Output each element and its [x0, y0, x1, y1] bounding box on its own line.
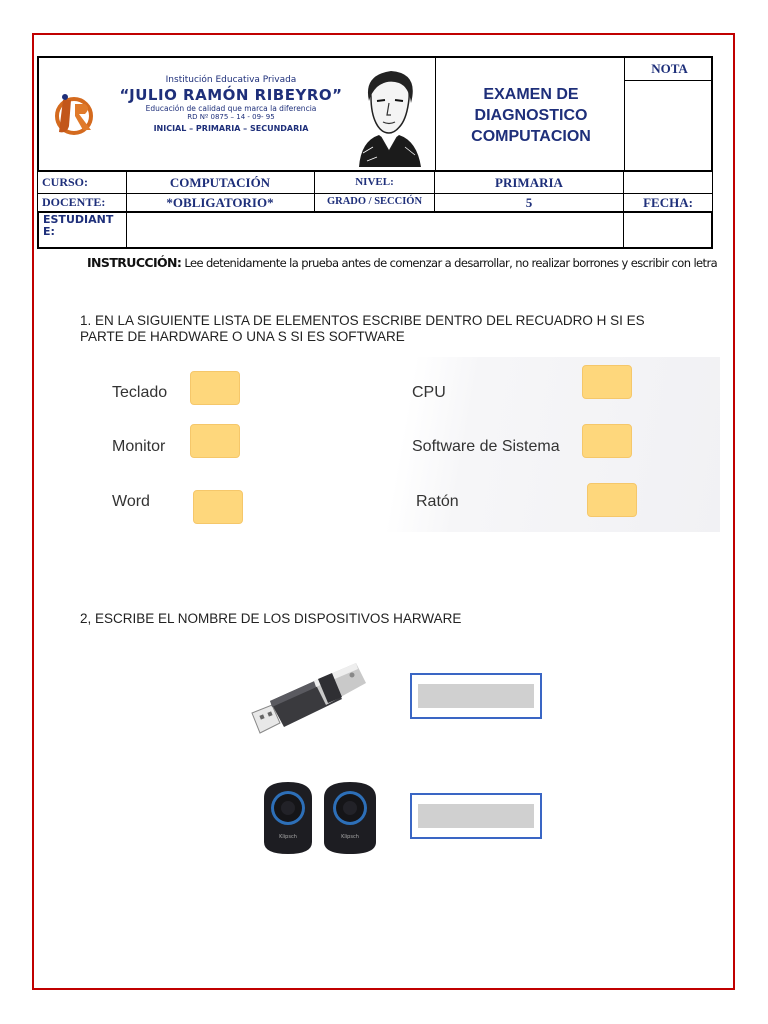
estudiante-label: [43, 214, 113, 238]
answer-box-raton[interactable]: [587, 483, 637, 517]
estudiante-label-line1: ESTUDIANT: [43, 213, 114, 226]
item-label-teclado: Teclado: [112, 384, 168, 401]
nota-label: NOTA: [651, 61, 688, 76]
school-text: [107, 75, 355, 133]
school-type: Institución Educativa Privada: [165, 75, 297, 85]
estudiante-label-line2: E:: [43, 225, 55, 238]
question-2: 2, ESCRIBE EL NOMBRE DE LOS DISPOSITIVOS HARWARE: [80, 611, 462, 626]
exam-header: [37, 56, 713, 249]
instruction: [87, 255, 737, 270]
docente-row: [37, 194, 713, 212]
answer-box-monitor[interactable]: [190, 424, 240, 458]
nivel-value: PRIMARIA: [495, 175, 563, 190]
fecha-label: FECHA:: [643, 195, 693, 210]
instruction-text: Lee detenidamente la prueba antes de comenzar a desarrollar, no realizar borrones y escribir con letra: [181, 256, 718, 270]
divider: [624, 80, 713, 81]
grado-label: GRADO / SECCIÓN: [326, 196, 423, 207]
school-name: “JULIO RAMÓN RIBEYRO”: [119, 86, 343, 104]
speaker-brand-text: Klipsch: [279, 834, 297, 840]
curso-value: COMPUTACIÓN: [169, 175, 271, 190]
question-1-area: [80, 357, 720, 532]
device-name-input-usb[interactable]: [410, 673, 542, 719]
answer-box-cpu[interactable]: [582, 365, 632, 399]
school-motto: Educación de calidad que marca la diferencia: [145, 104, 317, 113]
exam-title-line1: EXAMEN DE: [483, 85, 579, 103]
exam-title: [436, 58, 626, 172]
curso-label: CURSO:: [42, 175, 89, 189]
divider: [624, 58, 625, 172]
item-label-cpu: CPU: [412, 384, 446, 401]
usb-drive-image: [248, 655, 370, 741]
instruction-label: INSTRUCCIÓN:: [87, 255, 182, 270]
divider: [623, 172, 624, 194]
device-name-input-speakers[interactable]: [410, 793, 542, 839]
answer-box-software-de-sistema[interactable]: [582, 424, 632, 458]
portrait-sketch-image: [349, 67, 429, 167]
docente-label: DOCENTE:: [42, 195, 106, 209]
left-speaker: [264, 782, 312, 854]
name-box-fill: [418, 804, 534, 828]
divider: [623, 213, 624, 248]
curso-row: [37, 172, 713, 194]
header-top-box: [37, 56, 713, 172]
answer-box-word[interactable]: [193, 490, 243, 524]
question-1-line2: PARTE DE HARDWARE O UNA S SI ES SOFTWARE: [80, 329, 405, 344]
name-box-fill: [418, 684, 534, 708]
nivel-label: NIVEL:: [355, 176, 394, 188]
school-block: [39, 58, 436, 172]
question-1: [80, 313, 720, 345]
school-resolution: RD Nº 0875 – 14 - 09- 95: [187, 113, 275, 121]
item-label-word: Word: [112, 493, 150, 510]
answer-box-teclado[interactable]: [190, 371, 240, 405]
student-name-field[interactable]: [127, 213, 624, 248]
right-speaker: [324, 782, 376, 854]
school-levels: INICIAL – PRIMARIA – SECUNDARIA: [153, 124, 309, 133]
item-label-software-de-sistema: Software de Sistema: [412, 438, 560, 455]
estudiante-row: [37, 212, 713, 249]
question-1-line1: 1. EN LA SIGUIENTE LISTA DE ELEMENTOS ESCRIBE DENTRO DEL RECUADRO H SI ES: [80, 313, 645, 328]
exam-title-line3: COMPUTACION: [471, 127, 591, 145]
docente-value: *OBLIGATORIO*: [166, 195, 274, 210]
item-label-monitor: Monitor: [112, 438, 166, 455]
grado-value: 5: [525, 195, 533, 210]
item-label-raton: Ratón: [416, 493, 459, 510]
school-logo-icon: [49, 90, 99, 140]
speaker-brand-text: Klipsch: [341, 834, 359, 840]
exam-title-line2: DIAGNOSTICO: [474, 106, 588, 124]
speakers-image: [258, 780, 384, 856]
